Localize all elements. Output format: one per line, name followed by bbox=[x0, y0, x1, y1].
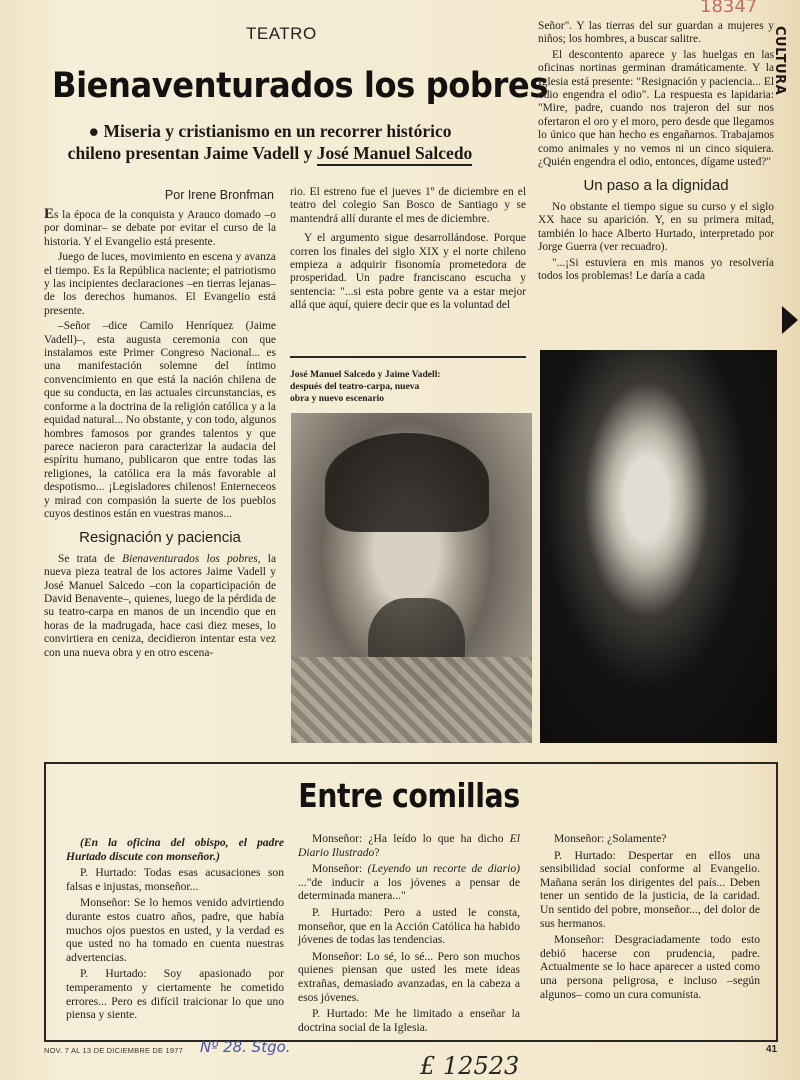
page-number: 41 bbox=[766, 1044, 778, 1055]
stage-direction: (En la oficina del obispo, el padre Hurtado discute con monseñor.) bbox=[66, 836, 284, 863]
paragraph-text: , la nueva pieza teatral de los actores Jaime Vadell y José Manuel Salcedo –con la coparticipación de David Benavente–, quienes, luego de la pérdida de su teatro-carpa en manos de un incendio que en horas de la madrugada, hace casi diez meses, lo convirtiera en ceniza, decidieron intentar esta vez con una nueva obra y en otro escena- bbox=[44, 552, 277, 659]
handwritten-code: £ 12523 bbox=[420, 1052, 520, 1080]
paragraph: –Señor –dice Camilo Henríquez (Jaime Vadell)–, esta augusta ceremonia con que instalamos este Primer Congreso Nacional... es una manifestación solemne del íntimo convencimiento en que está la nación chilena de que su conducta, en las actuales circunstancias, es conforme a la doctrina de la religión católica y a la equidad natural... No obstante, y con todo, algunos hombres famosos por grandes talentos y que parece nacieron para caracterizar la audacia del espíritu humano, publicaron que entre todas las religiones, la católica era la más favorable al despotismo... ¡Legisladores chilenos! Enterneceos y mirad con compasión la suerte de los pueblos cuyos destinos están en vuestras manos... bbox=[44, 320, 276, 520]
dialogue-line bbox=[298, 862, 520, 903]
photo-caption bbox=[290, 369, 526, 405]
caption-line: José Manuel Salcedo y Jaime Vadell: bbox=[290, 369, 441, 380]
deck bbox=[40, 120, 500, 164]
deck-line-1: ● Miseria y cristianismo en un recorrer histórico bbox=[88, 121, 452, 141]
subhead-resignacion: Resignación y paciencia bbox=[79, 529, 241, 547]
section-label: TEATRO bbox=[246, 24, 317, 43]
play-title: Bienaventurados los pobres bbox=[122, 552, 258, 565]
paragraph-text: Se trata de bbox=[58, 552, 123, 565]
box-column-1 bbox=[66, 836, 284, 1022]
dialogue-line: P. Hurtado: Todas esas acusaciones son falsas e injustas, monseñor... bbox=[66, 866, 284, 893]
paragraph: Juego de luces, movimiento en escena y avanza el tiempo. Es la República naciente; el patriotismo y las incipientes declaraciones –en tierras lejanas– de los derechos humanos. El Evangelio está presente. bbox=[44, 251, 276, 317]
caption-line: después del teatro-carpa, nueva bbox=[290, 381, 420, 392]
dialogue-line: P. Hurtado: Me he limitado a enseñar la doctrina social de la Iglesia. bbox=[298, 1007, 520, 1034]
dialogue-text: Monseñor: ¿Ha leído lo que ha dicho bbox=[312, 832, 510, 845]
dialogue-line bbox=[298, 832, 520, 859]
deck-underlined-name: José Manuel Salcedo bbox=[317, 143, 473, 166]
deck-line-2 bbox=[40, 142, 500, 164]
headline: Bienaventurados los pobres bbox=[52, 66, 548, 106]
archive-number: 18347 bbox=[700, 0, 758, 17]
photo-shirt bbox=[291, 657, 532, 743]
dialogue-line: P. Hurtado: Pero a usted le consta, monseñor, que en la Acción Católica ha habido jóvenes de todas las tendencias. bbox=[298, 905, 520, 947]
dialogue-text: ..."de inducir a los jóvenes a pensar de determinada manera..." bbox=[298, 875, 520, 903]
continue-arrow-icon bbox=[782, 306, 798, 334]
article-column-1 bbox=[44, 208, 276, 660]
paragraph: "...¡Si estuviera en mis manos yo resolvería todos los problemas! Le daría a cada bbox=[538, 256, 774, 282]
handwritten-note: Nº 28. Stgo. bbox=[200, 1038, 291, 1056]
dialogue-line: P. Hurtado: Soy apasionado por temperamento y ciertamente he cometido errores... Pero es difícil traicionar lo que uno piensa y siente. bbox=[66, 967, 284, 1022]
section-tab-cultura: CULTURA bbox=[772, 26, 787, 96]
caption-rule bbox=[290, 356, 526, 358]
stage-direction: (Leyendo un recorte de diario) bbox=[367, 862, 520, 876]
newspaper-title: El Diario Ilustrado bbox=[298, 832, 520, 859]
byline: Por Irene Bronfman bbox=[164, 188, 274, 202]
paragraph bbox=[44, 553, 276, 660]
paragraph: rio. El estreno fue el jueves 1º de diciembre en el teatro del colegio San Bosco de Santiago y se mantendrá allí durante el mes de diciembre. bbox=[290, 186, 526, 225]
dialogue-text: ? bbox=[374, 845, 380, 859]
dialogue-line: Monseñor: Desgraciadamente todo esto debió hacerse con prudencia, padre. Actualmente se lo hace aparecer a usted como una persona peligrosa, e incluso –según algunos– como un cura comunista. bbox=[540, 933, 760, 1001]
photo-vadell bbox=[540, 350, 777, 743]
paragraph bbox=[44, 208, 276, 249]
caption-line: obra y nuevo escenario bbox=[290, 393, 385, 404]
deck-line-2-text: chileno presentan Jaime Vadell y bbox=[67, 143, 317, 163]
article-column-3 bbox=[538, 20, 774, 283]
paragraph: Señor". Y las tierras del sur guardan a mujeres y niños; los hombres, a buscar salitre. bbox=[538, 20, 774, 46]
box-title: Entre comillas bbox=[298, 776, 520, 815]
dialogue-text: Monseñor: bbox=[312, 862, 368, 876]
issue-date: NOV. 7 AL 13 DE DICIEMBRE DE 1977 bbox=[44, 1046, 184, 1055]
photo-hair bbox=[325, 433, 489, 532]
paragraph: El descontento aparece y las huelgas en las oficinas nortinas germinan dramáticamente. Y la Iglesia está presente: "Resignación y paciencia... El odio engendra el odio". La respuesta es lapidaria: "Mire, padre, cuando nos trajeron del sur nos ofertaron el oro y el moro, pero desde que llegamos lo único que han hecho es engañarnos. Trabajamos como animales y no vemos ni un cinco siquiera. ¿Quién engendra el odio, entonces, dígame usted?" bbox=[538, 48, 774, 169]
dialogue-line: Monseñor: Lo sé, lo sé... Pero son muchos quienes piensan que usted les mete ideas extrañas, demasiado avanzadas, en la cabeza a esos jóvenes. bbox=[298, 949, 520, 1004]
box-column-3 bbox=[540, 832, 760, 1001]
dialogue-line: Monseñor: ¿Solamente? bbox=[554, 832, 667, 845]
dialogue-line: P. Hurtado: Despertar en ellos una sensibilidad social conforme al Evangelio. Mañana serán los dirigentes del país... Deben tener un sentido de la justicia, de la caridad. Un sentido del pobre, monseñor..., del dolor de sus hermanos. bbox=[540, 848, 760, 930]
photo-salcedo bbox=[291, 413, 532, 743]
subhead-dignidad: Un paso a la dignidad bbox=[583, 177, 729, 195]
dialogue-line: Monseñor: Se lo hemos venido advirtiendo durante estos cuatro años, padre, que había muchos ojos puestos en usted, y la verdad es que usted no ha tomado en cuenta nuestras advertencias. bbox=[66, 896, 284, 964]
article-column-2 bbox=[290, 186, 526, 313]
paragraph-text: s la época de la conquista y Arauco domado –o por dominar– se debate por evitar el curso de la historia. Y el Evangelio está presente. bbox=[44, 209, 276, 248]
paragraph: Y el argumento sigue desarrollándose. Porque corren los finales del siglo XIX y el norte chileno empieza a adquirir fisonomía prometedora de prosperidad. Un padre franciscano escucha y sentencia: "...si esta pobre gente va a estar mejor allá que aquí, quiere decir que es la voluntad del bbox=[290, 232, 526, 312]
drop-cap: E bbox=[44, 206, 55, 222]
paragraph: No obstante el tiempo sigue su curso y el siglo XX hace su aparición. Y, en su primera mitad, también lo hace Alberto Hurtado, interpretado por Jorge Guerra (ver recuadro). bbox=[538, 200, 774, 254]
box-column-2 bbox=[298, 832, 520, 1034]
